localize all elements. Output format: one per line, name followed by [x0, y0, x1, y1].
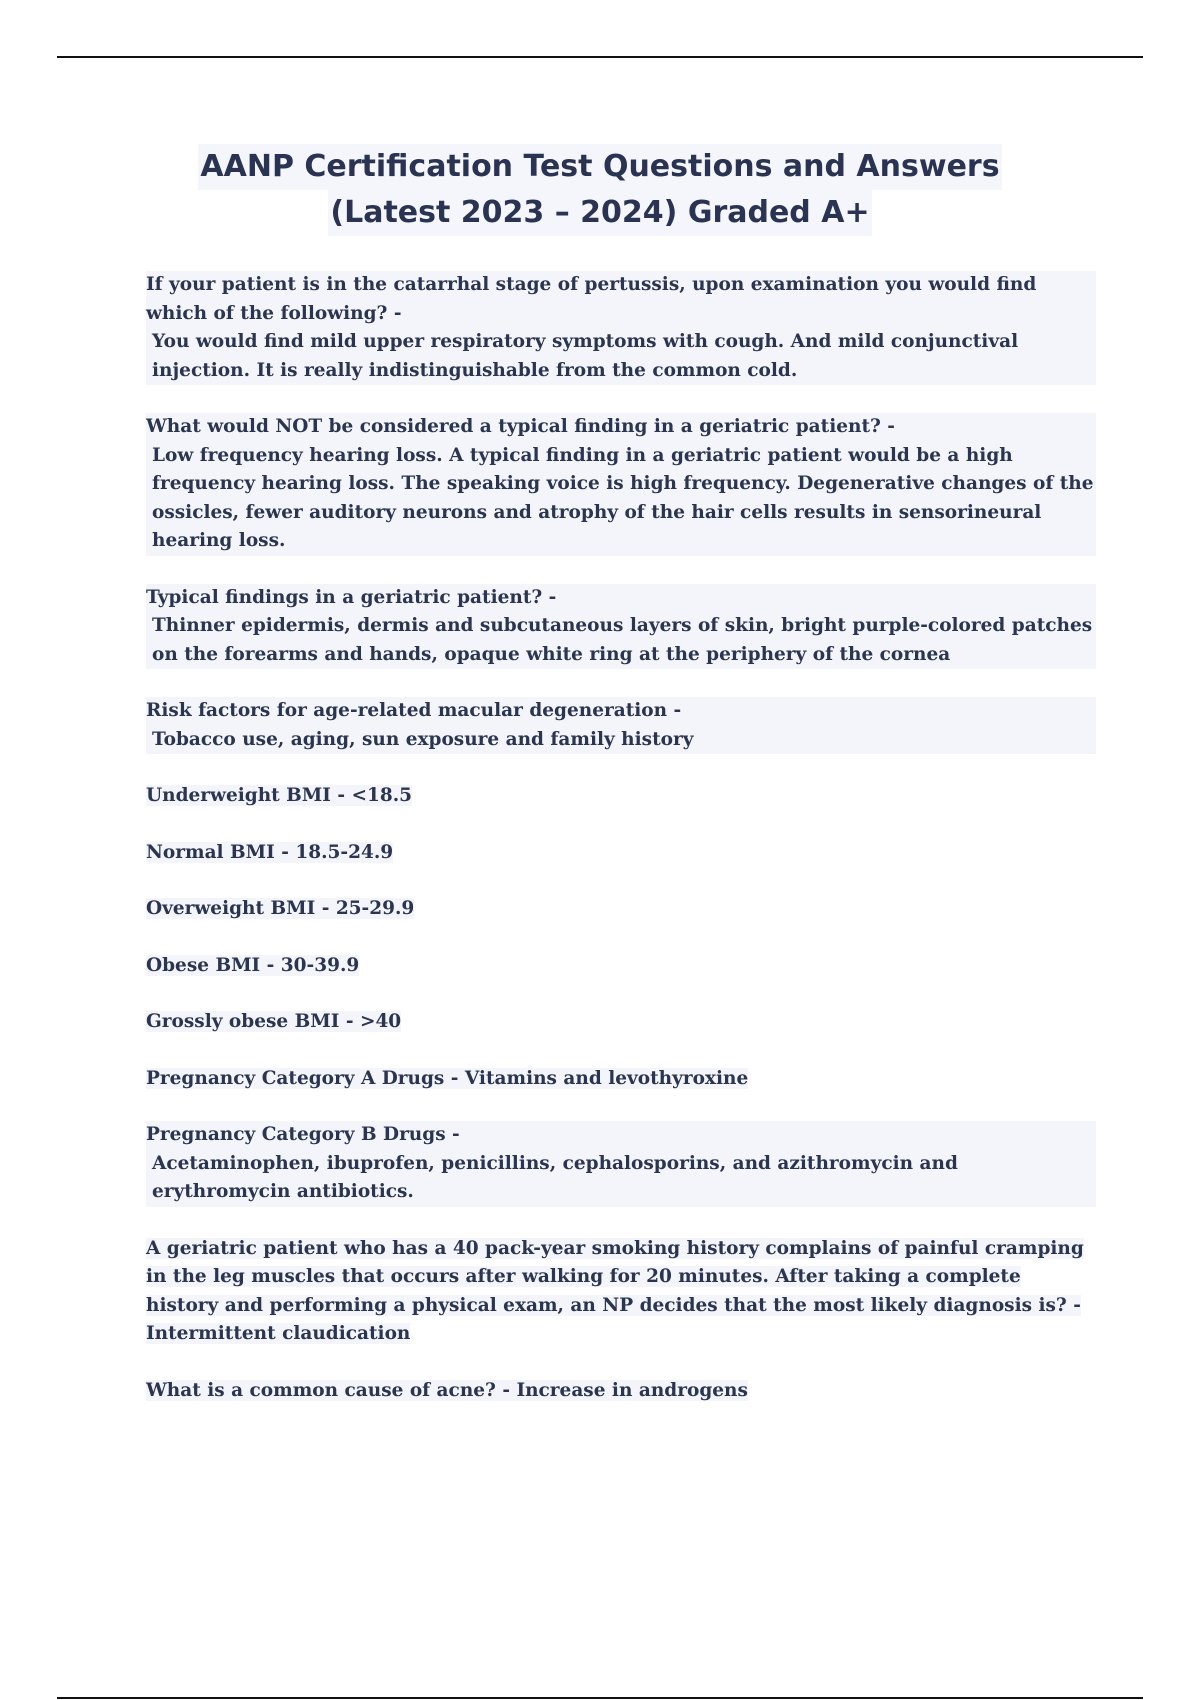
separator: - — [339, 1011, 360, 1032]
separator: - — [444, 1067, 465, 1089]
question-text: Typical findings in a geriatric patient? - — [146, 584, 1096, 613]
answer-text: Increase in androgens — [516, 1379, 748, 1401]
answer-text: 18.5-24.9 — [295, 841, 394, 863]
answer-text: Thinner epidermis, dermis and subcutaneous layers of skin, bright purple-colored patches on the forearms and hands, opaque white ring at the periphery of the cornea — [146, 612, 1096, 669]
qa-item — [146, 1121, 1096, 1207]
answer-text: Intermittent claudication — [146, 1323, 411, 1344]
question-text: Risk factors for age-related macular degeneration - — [146, 697, 1096, 726]
qa-item — [146, 584, 1096, 670]
title-line-2: (Latest 2023 – 2024) Graded A+ — [328, 190, 871, 236]
qa-item — [146, 1008, 1096, 1037]
qa-list — [146, 271, 1096, 1433]
answer-text: >40 — [359, 1011, 402, 1032]
qa-item — [146, 1377, 1096, 1406]
top-rule — [57, 56, 1143, 58]
question-text: Normal BMI — [146, 841, 275, 863]
separator: - — [495, 1379, 517, 1401]
separator: - — [1066, 1294, 1081, 1316]
separator: - — [330, 785, 352, 806]
question-text: A geriatric patient who has a 40 pack-year smoking history complains of painful cramping in the leg muscles that occurs after walking for 20 minutes. After taking a complete history and performing a physical exam, an NP decides that the most likely diagnosis is? — [146, 1237, 1084, 1316]
question-text: Overweight BMI — [146, 898, 316, 919]
qa-item — [146, 697, 1096, 754]
qa-item — [146, 952, 1096, 981]
qa-item — [146, 1235, 1096, 1349]
question-text: What is a common cause of acne? — [146, 1379, 496, 1401]
answer-text: 25-29.9 — [335, 898, 415, 919]
answer-text: Vitamins and levothyroxine — [464, 1067, 749, 1089]
separator: - — [260, 954, 281, 976]
separator: - — [274, 841, 296, 863]
question-text: Pregnancy Category A Drugs — [146, 1067, 445, 1089]
question-text: If your patient is in the catarrhal stage of pertussis, upon examination you would find which of the following? - — [146, 271, 1096, 328]
qa-item — [146, 413, 1096, 556]
question-text: Pregnancy Category B Drugs - — [146, 1121, 1096, 1150]
bottom-rule — [57, 1697, 1143, 1699]
answer-text: You would find mild upper respiratory symptoms with cough. And mild conjunctival injection. It is really indistinguishable from the common cold. — [146, 328, 1096, 385]
answer-text: 30-39.9 — [280, 954, 360, 976]
question-text: Grossly obese BMI — [146, 1011, 340, 1032]
qa-item — [146, 1065, 1096, 1094]
question-text: Underweight BMI — [146, 785, 331, 806]
qa-item — [146, 271, 1096, 385]
qa-item — [146, 782, 1096, 811]
answer-text: <18.5 — [351, 785, 413, 806]
qa-item — [146, 839, 1096, 868]
answer-text: Acetaminophen, ibuprofen, penicillins, cephalosporins, and azithromycin and erythromycin antibiotics. — [146, 1150, 1096, 1207]
separator: - — [315, 898, 336, 919]
page-title — [0, 144, 1200, 236]
title-line-1: AANP Certification Test Questions and Answers — [198, 144, 1001, 190]
question-text: Obese BMI — [146, 954, 261, 976]
question-text: What would NOT be considered a typical finding in a geriatric patient? - — [146, 413, 1096, 442]
answer-text: Low frequency hearing loss. A typical finding in a geriatric patient would be a high frequency hearing loss. The speaking voice is high frequency. Degenerative changes of the ossicles, fewer auditory neurons and atrophy of the hair cells results in sensorineural hearing loss. — [146, 442, 1096, 556]
qa-item — [146, 895, 1096, 924]
answer-text: Tobacco use, aging, sun exposure and family history — [146, 726, 1096, 755]
